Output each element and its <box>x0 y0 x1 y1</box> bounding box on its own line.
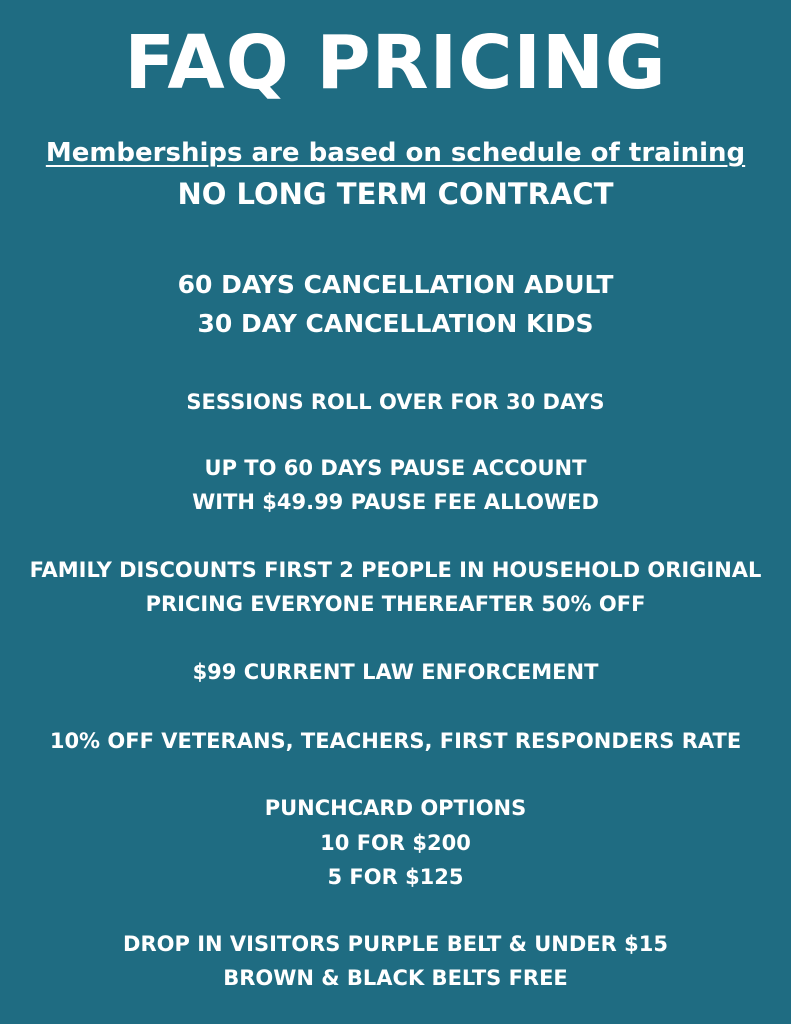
drop-in-line-2: BROWN & BLACK BELTS FREE <box>223 966 568 990</box>
veterans-discount: 10% OFF VETERANS, TEACHERS, FIRST RESPONDERS RATE <box>49 729 742 753</box>
drop-in-line-1: DROP IN VISITORS PURPLE BELT & UNDER $15 <box>123 932 668 956</box>
no-contract-heading: NO LONG TERM CONTRACT <box>177 177 614 211</box>
memberships-subtitle: Memberships are based on schedule of training <box>45 138 746 168</box>
page-title: FAQ PRICING <box>124 20 667 106</box>
cancellation-kids: 30 DAY CANCELLATION KIDS <box>197 309 594 338</box>
punchcard-option-10: 10 FOR $200 <box>320 831 471 855</box>
cancellation-adult: 60 DAYS CANCELLATION ADULT <box>177 270 614 299</box>
pause-line-2: WITH $49.99 PAUSE FEE ALLOWED <box>192 490 599 514</box>
punchcard-option-5: 5 FOR $125 <box>327 865 464 889</box>
law-enforcement-rate: $99 CURRENT LAW ENFORCEMENT <box>192 660 599 684</box>
punchcard-heading: PUNCHCARD OPTIONS <box>264 796 527 820</box>
pause-line-1: UP TO 60 DAYS PAUSE ACCOUNT <box>204 456 587 480</box>
family-discount-line-1: FAMILY DISCOUNTS FIRST 2 PEOPLE IN HOUSEHOLD ORIGINAL <box>29 558 762 582</box>
family-discount-line-2: PRICING EVERYONE THEREAFTER 50% OFF <box>145 592 646 616</box>
sessions-rollover: SESSIONS ROLL OVER FOR 30 DAYS <box>186 390 605 414</box>
